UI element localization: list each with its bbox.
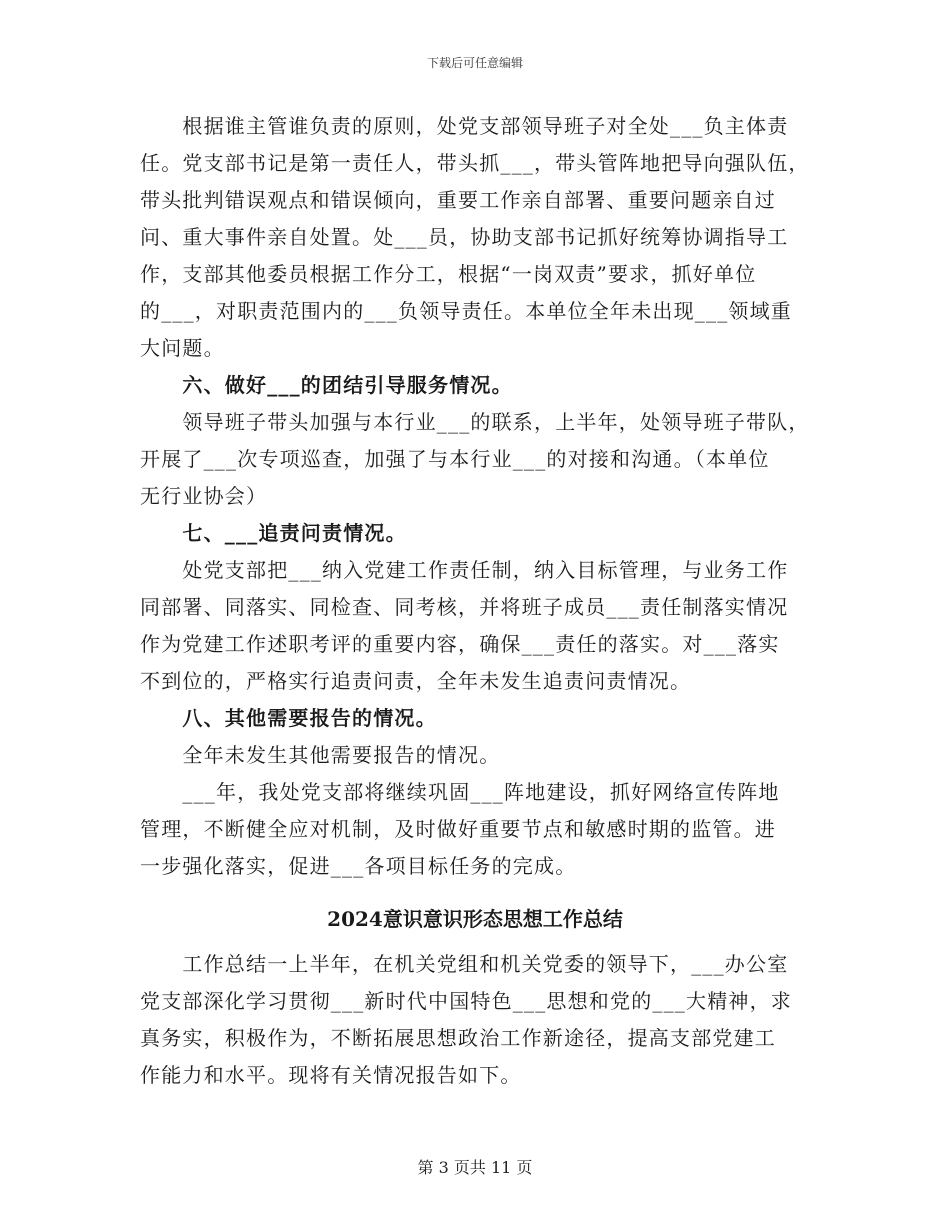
paragraph-line: 开展了___次专项巡查，加强了与本行业___的对接和沟通。（本单位 — [140, 447, 770, 471]
paragraph-line: ___年，我处党支部将继续巩固___阵地建设，抓好网络宣传阵地 — [140, 780, 780, 804]
section-heading: 六、做好___的团结引导服务情况。 — [140, 373, 513, 397]
paragraph-line: 处党支部把___纳入党建工作责任制，纳入目标管理，与业务工作 — [140, 558, 789, 582]
paragraph-line: 同部署、同落实、同检查、同考核，并将班子成员___责任制落实情况 — [140, 595, 789, 619]
page-header: 下载后可任意编辑 — [426, 56, 523, 70]
paragraph-line: 全年未发生其他需要报告的情况。 — [140, 743, 501, 767]
paragraph-line: 问、重大事件亲自处置。处___员，协助支部书记抓好统筹协调指导工 — [140, 225, 789, 249]
paragraph-line: 工作总结一上半年，在机关党组和机关党委的领导下，___办公室 — [140, 952, 789, 976]
paragraph-line: 管理，不断健全应对机制，及时做好重要节点和敏感时期的监管。进 — [140, 817, 776, 841]
paragraph-line: 党支部深化学习贯彻___新时代中国特色___思想和党的___大精神，求 — [140, 989, 792, 1013]
paragraph-line: 不到位的，严格实行追责问责，全年未发生追责问责情况。 — [140, 669, 692, 693]
paragraph-line: 任。党支部书记是第一责任人，带头抓___，带头管阵地把导向强队伍， — [140, 151, 810, 175]
paragraph-line: 无行业协会） — [140, 484, 268, 508]
paragraph-line: 作能力和水平。现将有关情况报告如下。 — [140, 1063, 522, 1087]
paragraph-line: 领导班子带头加强与本行业___的联系，上半年，处领导班子带队， — [140, 410, 810, 434]
paragraph-line: 大问题。 — [140, 336, 225, 360]
page-footer: 第 3 页共 11 页 — [417, 1158, 533, 1177]
paragraph-line: 作，支部其他委员根据工作分工，根据“一岗双责”要求，抓好单位 — [140, 262, 757, 286]
document-title: 2024意识意识形态思想工作总结 — [327, 907, 623, 931]
paragraph-line: 真务实，积极作为，不断拓展思想政治工作新途径，提高支部党建工 — [140, 1026, 776, 1050]
paragraph-line: 一步强化落实，促进___各项目标任务的完成。 — [140, 854, 577, 878]
paragraph-line: 根据谁主管谁负责的原则，处党支部领导班子对全处___负主体责 — [140, 114, 789, 138]
section-heading: 七、___追责问责情况。 — [140, 521, 407, 545]
paragraph-line: 带头批判错误观点和错误倾向，重要工作亲自部署、重要问题亲自过 — [140, 188, 776, 212]
paragraph-line: 作为党建工作述职考评的重要内容，确保___责任的落实。对___落实 — [140, 632, 780, 656]
paragraph-line: 的___，对职责范围内的___负领导责任。本单位全年未出现___领域重 — [140, 299, 792, 323]
section-heading: 八、其他需要报告的情况。 — [140, 706, 437, 730]
